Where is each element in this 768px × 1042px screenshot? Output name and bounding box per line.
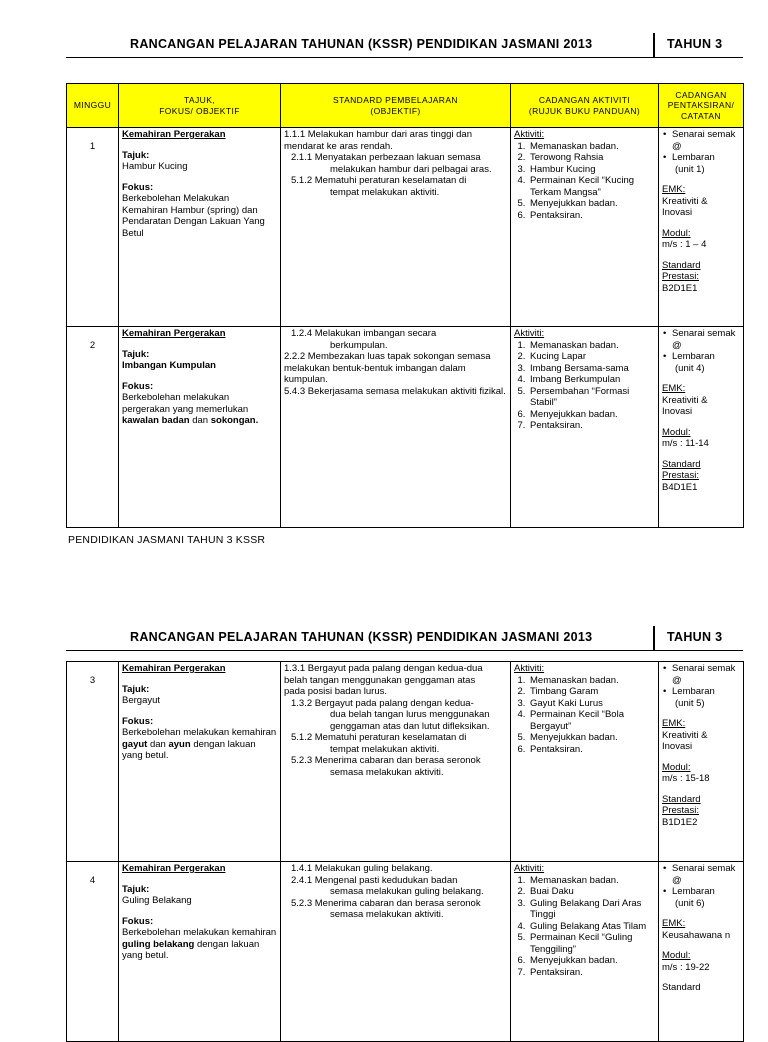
col-tajuk: TAJUK, FOKUS/ OBJEKTIF	[119, 84, 281, 128]
standard-cell: 1.1.1 Melakukan hambur dari aras tinggi dan mendarat ke aras rendah. 2.1.1 Menyatakan perbezaan lakuan semasa melakukan hambur dari pelbagai aras. 5.1.2 Mematuhi peraturan keselamatan di tempat melakukan aktiviti.	[281, 128, 511, 327]
tajuk-cell: Kemahiran Pergerakan Tajuk: Imbangan Kumpulan Fokus: Berkebolehan melakukan pergerakan yang memerlukan kawalan badan dan sokongan.	[119, 327, 281, 528]
standard-cell: 1.4.1 Melakukan guling belakang. 2.4.1 Mengenal pasti kedudukan badan semasa melakukan guling belakang. 5.2.3 Menerima cabaran dan berasa seronok semasa melakukan aktiviti.	[281, 862, 511, 1042]
aktiviti-cell: Aktiviti: 1. Memanaskan badan. 2. Buai Daku 3. Guling Belakang Dari Aras Tinggi 4. Guling Belakang Atas Tilam 5. Permainan Kecil “Guling Tenggiling” 6. Menyejukkan badan. 7. Pentaksiran.	[511, 862, 659, 1042]
week-number: 3	[67, 662, 119, 862]
page-header	[66, 626, 743, 650]
aktiviti-cell: Aktiviti: 1. Memanaskan badan. 2. Timbang Garam 3. Gayut Kaki Lurus 4. Permainan Kecil “Bola Bergayut” 5. Menyejukkan badan. 6. Pentaksiran.	[511, 662, 659, 862]
header-separator	[653, 626, 655, 650]
pentaksiran-cell: • Senarai semak @ • Lembaran (unit 6) EMK: Keusahawana n Modul: m/s : 19-22 Standard	[659, 862, 744, 1042]
table-row	[67, 327, 744, 528]
year-label: TAHUN 3	[667, 37, 723, 51]
document-title: RANCANGAN PELAJARAN TAHUNAN (KSSR) PENDIDIKAN JASMANI 2013	[130, 37, 593, 51]
lesson-plan-table	[66, 661, 744, 1042]
tajuk-cell: Kemahiran Pergerakan Tajuk: Hambur Kucing Fokus: Berkebolehan Melakukan Kemahiran Hambur (spring) dan Pendaratan Dengan Lakuan Yang Betul	[119, 128, 281, 327]
pentaksiran-cell: • Senarai semak @ • Lembaran (unit 5) EMK: Kreativiti & Inovasi Modul: m/s : 15-18 Standard Prestasi: B1D1E2	[659, 662, 744, 862]
page-footer: PENDIDIKAN JASMANI TAHUN 3 KSSR	[68, 534, 266, 546]
pentaksiran-cell: • Senarai semak @ • Lembaran (unit 4) EMK: Kreativiti & Inovasi Modul: m/s : 11-14 Standard Prestasi: B4D1E1	[659, 327, 744, 528]
page-header	[66, 33, 743, 57]
tajuk-cell: Kemahiran Pergerakan Tajuk: Bergayut Fokus: Berkebolehan melakukan kemahiran gayut dan ayun dengan lakuan yang betul.	[119, 662, 281, 862]
col-minggu: MINGGU	[67, 84, 119, 128]
col-standard: STANDARD PEMBELAJARAN (OBJEKTIF)	[281, 84, 511, 128]
week-number: 1	[67, 128, 119, 327]
header-rule	[66, 650, 743, 651]
tajuk-cell: Kemahiran Pergerakan Tajuk: Guling Belakang Fokus: Berkebolehan melakukan kemahiran guling belakang dengan lakuan yang betul.	[119, 862, 281, 1042]
pentaksiran-cell: • Senarai semak @ • Lembaran (unit 1) EMK: Kreativiti & Inovasi Modul: m/s : 1 – 4 Standard Prestasi: B2D1E1	[659, 128, 744, 327]
week-number: 2	[67, 327, 119, 528]
header-rule	[66, 57, 743, 58]
table-row	[67, 662, 744, 862]
table-row	[67, 862, 744, 1042]
aktiviti-cell: Aktiviti: 1. Memanaskan badan. 2. Terowong Rahsia 3. Hambur Kucing 4. Permainan Kecil “Kucing Terkam Mangsa” 5. Menyejukkan badan. 6. Pentaksiran.	[511, 128, 659, 327]
col-aktiviti: CADANGAN AKTIVITI (RUJUK BUKU PANDUAN)	[511, 84, 659, 128]
table-row	[67, 128, 744, 327]
table-header-row	[67, 84, 744, 128]
document-title: RANCANGAN PELAJARAN TAHUNAN (KSSR) PENDIDIKAN JASMANI 2013	[130, 630, 593, 644]
lesson-plan-table	[66, 83, 744, 528]
aktiviti-cell: Aktiviti: 1. Memanaskan badan. 2. Kucing Lapar 3. Imbang Bersama-sama 4. Imbang Berkumpulan 5. Persembahan “Formasi Stabil” 6. Menyejukkan badan. 7. Pentaksiran.	[511, 327, 659, 528]
week-number: 4	[67, 862, 119, 1042]
standard-cell: 1.3.1 Bergayut pada palang dengan kedua-dua belah tangan menggunakan genggaman atas pada posisi badan lurus. 1.3.2 Bergayut pada palang dengan kedua- dua belah tangan lurus menggunakan genggaman atas dan lutut difleksikan. 5.1.2 Mematuhi peraturan keselamatan di tempat melakukan aktiviti. 5.2.3 Menerima cabaran dan berasa seronok semasa melakukan aktiviti.	[281, 662, 511, 862]
header-separator	[653, 33, 655, 57]
standard-cell: 1.2.4 Melakukan imbangan secara berkumpulan. 2.2.2 Membezakan luas tapak sokongan semasa melakukan bentuk-bentuk imbangan dalam kumpulan. 5.4.3 Bekerjasama semasa melakukan aktiviti fizikal.	[281, 327, 511, 528]
col-pentaksiran: CADANGAN PENTAKSIRAN/ CATATAN	[659, 84, 744, 128]
year-label: TAHUN 3	[667, 630, 723, 644]
